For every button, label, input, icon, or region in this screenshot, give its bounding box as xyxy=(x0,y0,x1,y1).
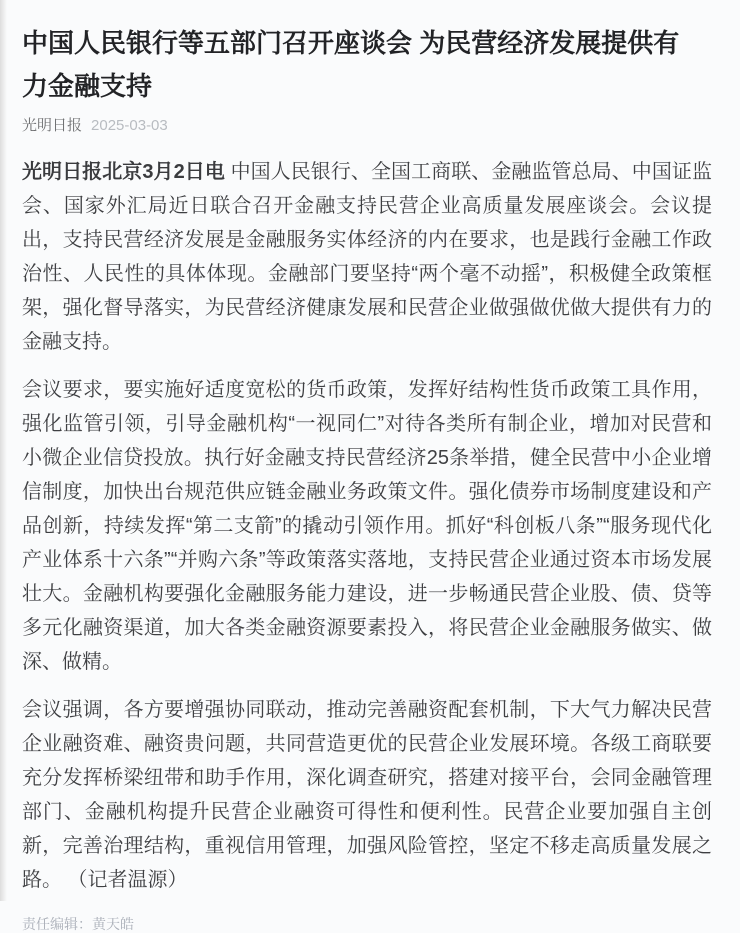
article-dateline: 光明日报北京3月2日电 xyxy=(22,161,231,183)
paragraph-2 xyxy=(22,373,712,679)
article-byline xyxy=(22,115,712,136)
paragraph-2-text: 会议要求，要实施好适度宽松的货币政策，发挥好结构性货币政策工具作用，强化监管引领，引导金融机构“一视同仁”对待各类所有制企业，增加对民营和小微企业信贷投放。执行好金融支持民营经济25条举措，健全民营中小企业增信制度，加快出台规范供应链金融业务政策文件。强化债券市场制度建设和产品创新，持续发挥“第二支箭”的撬动引领作用。抓好“科创板八条”“服务现代化产业体系十六条”“并购六条”等政策落实落地，支持民营企业通过资本市场发展壮大。金融机构要强化金融服务能力建设，进一步畅通民营企业股、债、贷等多元化融资渠道，加大各类金融资源要素投入，将民营企业金融服务做实、做深、做精。 xyxy=(22,379,712,673)
article-title: 中国人民银行等五部门召开座谈会 为民营经济发展提供有力金融支持 xyxy=(22,28,680,101)
article-content xyxy=(22,155,712,897)
paragraph-3-text: 会议强调，各方要增强协同联动，推动完善融资配套机制，下大气力解决民营企业融资难、融资贵问题，共同营造更优的民营企业发展环境。各级工商联要充分发挥桥梁纽带和助手作用，深化调查研究，搭建对接平台，会同金融管理部门、金融机构提升民营企业融资可得性和便利性。民营企业要加强自主创新，完善治理结构，重视信用管理，加强风险管控，坚定不移走高质量发展之路。 （记者温源） xyxy=(22,699,712,891)
article-date: 2025-03-03 xyxy=(91,117,168,134)
paragraph-1-text: 中国人民银行、全国工商联、金融监管总局、中国证监会、国家外汇局近日联合召开金融支持民营企业高质量发展座谈会。会议提出，支持民营经济发展是金融服务实体经济的内在要求，也是践行金融工作政治性、人民性的具体体现。金融部门要坚持“两个毫不动摇”，积极健全政策框架，强化督导落实，为民营经济健康发展和民营企业做强做优做大提供有力的金融支持。 xyxy=(22,161,712,353)
paragraph-3 xyxy=(22,693,712,897)
article-source: 光明日报 xyxy=(22,117,83,134)
editor-note: 责任编辑：黄天皓 xyxy=(22,916,134,932)
paragraph-1 xyxy=(22,155,712,359)
